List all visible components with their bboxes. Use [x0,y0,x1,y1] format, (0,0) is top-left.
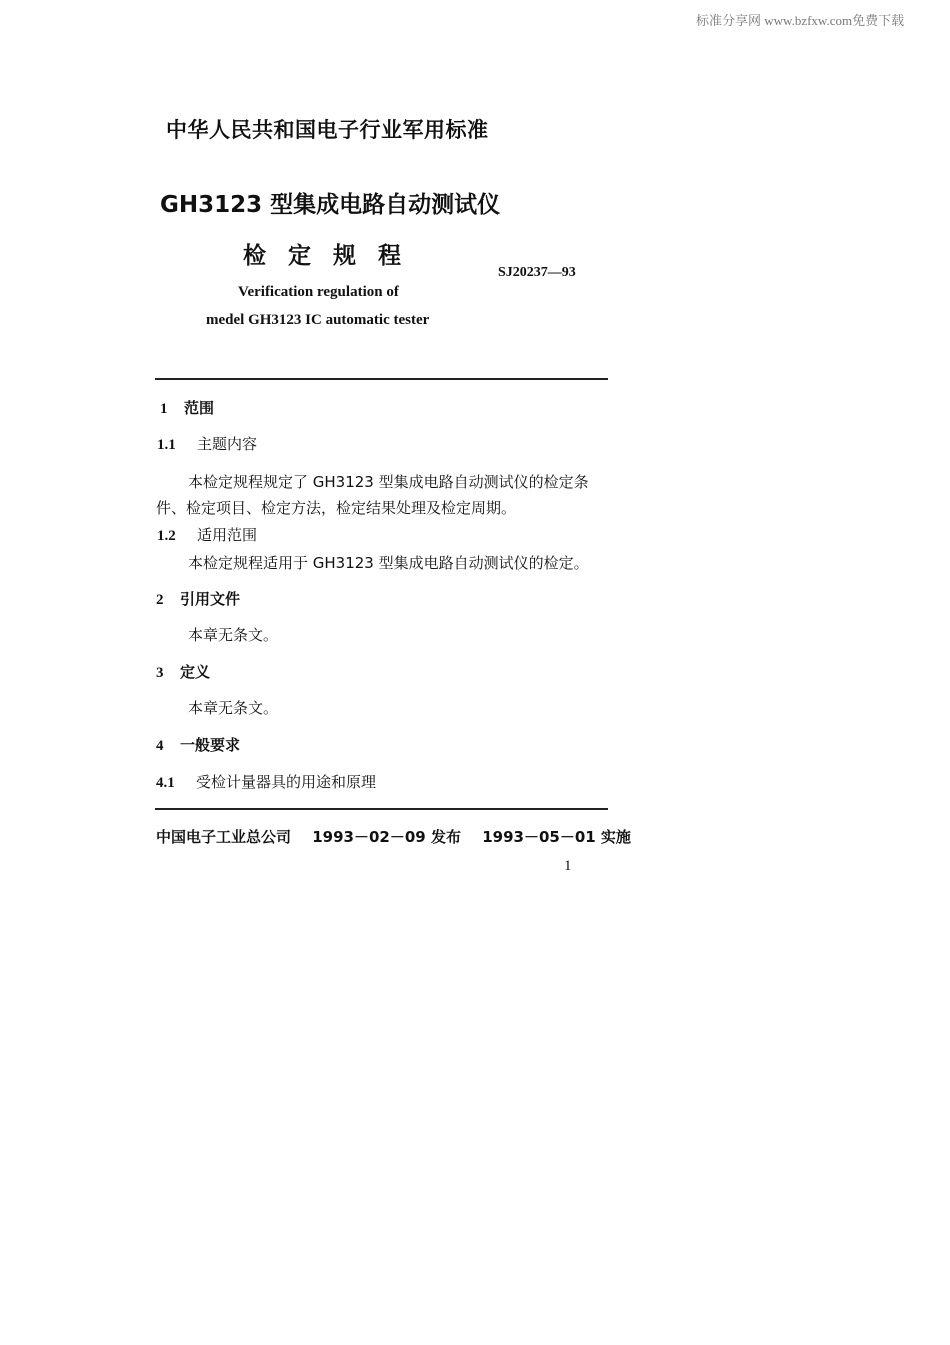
section-heading [156,588,240,609]
paragraph-line: 本章无条文。 [188,626,279,644]
subsection-heading [157,524,257,545]
section-number: 1 [160,401,168,417]
standard-code: SJ20237—93 [498,265,576,280]
section-number: 4.1 [156,775,175,791]
section-title: 范围 [184,399,215,417]
footer-line [156,826,647,847]
paragraph-line: 件、检定项目、检定方法，检定结果处理及检定周期。 [156,499,517,517]
section-number: 1.1 [157,437,176,453]
section-number: 2 [156,592,164,608]
section-title: 适用范围 [197,526,258,544]
subsection-heading [156,771,376,792]
document-subtitle: 检定规程 [243,243,423,269]
section-number: 1.2 [157,528,176,544]
issuer: 中国电子工业总公司 [156,828,292,846]
paragraph-line: 本检定规程适用于 GH3123 型集成电路自动测试仪的检定。 [188,554,589,572]
paragraph-line: 本章无条文。 [188,699,279,717]
document-title: GH3123 型集成电路自动测试仪 [160,192,501,218]
section-heading [160,397,214,418]
issue-date: 1993－02－09 发布 [312,828,461,846]
subsection-heading [157,433,257,454]
section-heading [156,734,240,755]
section-number: 4 [156,738,164,754]
watermark: 标准分享网 www.bzfxw.com免费下载 [696,13,905,28]
effective-date: 1993－05－01 实施 [482,828,631,846]
section-heading [156,661,210,682]
section-title: 定义 [180,663,211,681]
english-title-line1: Verification regulation of [238,284,399,300]
section-title: 主题内容 [197,435,258,453]
section-title: 受检计量器具的用途和原理 [196,773,377,791]
section-title: 一般要求 [180,736,241,754]
section-title: 引用文件 [180,590,241,608]
page-number: 1 [564,858,572,874]
org-standard-heading: 中华人民共和国电子行业军用标准 [166,118,489,142]
top-divider [155,378,608,380]
paragraph-line: 本检定规程规定了 GH3123 型集成电路自动测试仪的检定条 [188,473,589,491]
section-number: 3 [156,665,164,681]
bottom-divider [155,808,608,810]
english-title-line2: medel GH3123 IC automatic tester [206,312,430,328]
